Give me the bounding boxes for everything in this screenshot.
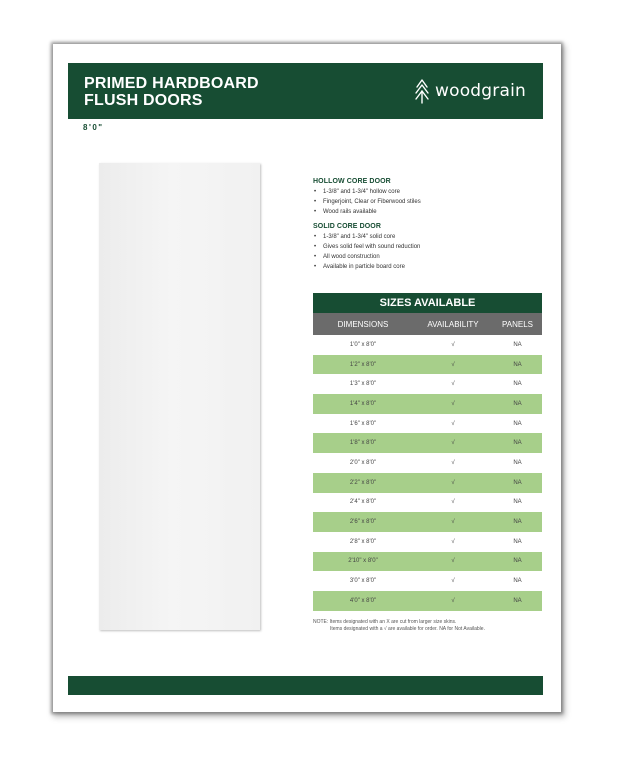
availability-cell: √ <box>451 440 455 447</box>
brand-logo <box>415 77 526 105</box>
availability-cell: √ <box>451 341 455 348</box>
panels-cell: NA <box>513 519 522 526</box>
table-row <box>313 493 542 513</box>
panels-cell: NA <box>513 538 522 545</box>
footnote <box>313 619 543 633</box>
table-row <box>313 453 542 473</box>
dimension-cell: 2'10" x 8'0" <box>348 558 378 565</box>
spec-list <box>313 178 543 278</box>
panels-cell: NA <box>513 459 522 466</box>
table-row <box>313 571 542 591</box>
panels-cell: NA <box>513 361 522 368</box>
table-row <box>313 374 542 394</box>
dimension-cell: 2'2" x 8'0" <box>349 479 377 486</box>
dimension-cell: 1'2" x 8'0" <box>349 361 377 368</box>
brand-name: woodgrain <box>435 81 526 101</box>
dimension-cell: 4'0" x 8'0" <box>349 597 377 604</box>
dimension-cell: 1'3" x 8'0" <box>349 381 377 388</box>
list-item: • All wood construction <box>313 252 543 262</box>
panels-cell: NA <box>513 499 522 506</box>
availability-cell: √ <box>451 381 455 388</box>
sizes-table-title: SIZES AVAILABLE <box>313 293 542 313</box>
solid-core-list <box>313 232 543 272</box>
dimension-cell: 1'6" x 8'0" <box>349 420 377 427</box>
availability-cell: √ <box>451 361 455 368</box>
spec-sheet <box>53 44 561 712</box>
table-row <box>313 394 542 414</box>
panels-cell: NA <box>513 400 522 407</box>
dimension-cell: 1'8" x 8'0" <box>349 440 377 447</box>
list-item: • Wood rails available <box>313 207 543 217</box>
list-item: • Available in particle board core <box>313 262 543 272</box>
dimension-cell: 3'0" x 8'0" <box>349 578 377 585</box>
availability-cell: √ <box>451 538 455 545</box>
header-bar <box>68 63 543 119</box>
footnote-line-2: Items designated with a √ are available for order. NA for Not Available. <box>330 626 485 632</box>
title-line-1: PRIMED HARDBOARD <box>84 75 259 92</box>
panels-cell: NA <box>513 420 522 427</box>
availability-cell: √ <box>451 459 455 466</box>
dimension-cell: 2'8" x 8'0" <box>349 538 377 545</box>
footer-bar <box>68 676 543 695</box>
dimension-cell: 2'0" x 8'0" <box>349 459 377 466</box>
dimension-cell: 2'6" x 8'0" <box>349 519 377 526</box>
list-item: • 1-3/8" and 1-3/4" hollow core <box>313 187 543 197</box>
table-row <box>313 414 542 434</box>
title-line-2: FLUSH DOORS <box>84 92 203 109</box>
list-item: • Fingerjoint, Clear or Fiberwood stiles <box>313 197 543 207</box>
table-row <box>313 433 542 453</box>
availability-cell: √ <box>451 519 455 526</box>
column-header-availability: AVAILABILITY <box>427 319 479 329</box>
page-title <box>84 75 259 109</box>
availability-cell: √ <box>451 558 455 565</box>
availability-cell: √ <box>451 400 455 407</box>
footnote-line-1: NOTE: Items designated with an X are cut from larger size skins. <box>313 619 457 625</box>
sizes-table <box>313 293 542 611</box>
table-row <box>313 473 542 493</box>
panels-cell: NA <box>513 381 522 388</box>
panels-cell: NA <box>513 578 522 585</box>
pine-tree-icon <box>415 78 429 104</box>
dimension-cell: 2'4" x 8'0" <box>349 499 377 506</box>
panels-cell: NA <box>513 597 522 604</box>
table-row <box>313 335 542 355</box>
panels-cell: NA <box>513 558 522 565</box>
list-item: • 1-3/8" and 1-3/4" solid core <box>313 232 543 242</box>
table-row <box>313 532 542 552</box>
table-row <box>313 512 542 532</box>
availability-cell: √ <box>451 479 455 486</box>
dimension-cell: 1'4" x 8'0" <box>349 400 377 407</box>
sizes-table-header <box>313 313 542 335</box>
panels-cell: NA <box>513 479 522 486</box>
hollow-core-heading: HOLLOW CORE DOOR <box>313 178 391 185</box>
door-height-label: 8'0" <box>83 123 104 132</box>
table-row <box>313 591 542 611</box>
solid-core-heading: SOLID CORE DOOR <box>313 223 382 230</box>
panels-cell: NA <box>513 440 522 447</box>
column-header-dimensions: DIMENSIONS <box>337 319 389 329</box>
list-item: • Gives solid feel with sound reduction <box>313 242 543 252</box>
hollow-core-list <box>313 187 543 217</box>
table-row <box>313 355 542 375</box>
table-row <box>313 552 542 572</box>
panels-cell: NA <box>513 341 522 348</box>
dimension-cell: 1'0" x 8'0" <box>349 341 377 348</box>
availability-cell: √ <box>451 597 455 604</box>
availability-cell: √ <box>451 578 455 585</box>
availability-cell: √ <box>451 499 455 506</box>
door-image <box>99 163 260 630</box>
column-header-panels: PANELS <box>502 319 533 329</box>
availability-cell: √ <box>451 420 455 427</box>
